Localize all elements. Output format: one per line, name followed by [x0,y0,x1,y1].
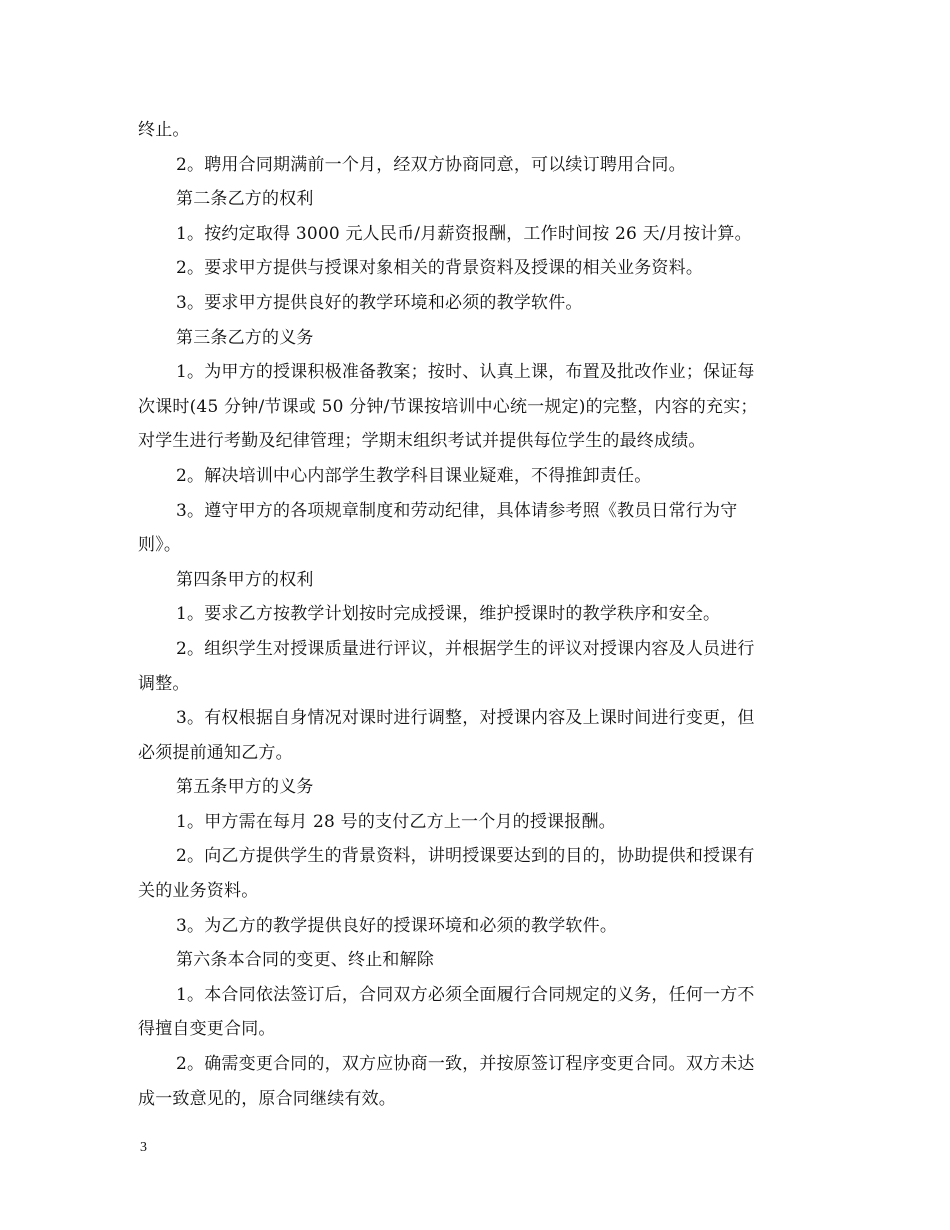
document-line: 则》。 [138,535,182,556]
document-line: 1。本合同依法签订后，合同双方必须全面履行合同规定的义务，任何一方不 [176,984,755,1005]
document-line: 对学生进行考勤及纪律管理；学期末组织考试并提供每位学生的最终成绩。 [138,431,706,452]
document-line: 得擅自变更合同。 [138,1019,276,1040]
document-line: 1。按约定取得 3000 元人民币/月薪资报酬，工作时间按 26 天/月按计算。 [176,223,752,244]
page-number: 3 [140,1140,147,1155]
document-line: 3。要求甲方提供良好的教学环境和必须的教学软件。 [176,292,583,313]
document-line: 3。遵守甲方的各项规章制度和劳动纪律，具体请参考照《教员日常行为守 [176,500,738,521]
document-line: 必须提前通知乙方。 [138,742,293,763]
document-line: 2。向乙方提供学生的背景资料，讲明授课要达到的目的，协助提供和授课有 [176,846,755,867]
document-line: 第四条甲方的权利 [176,569,314,590]
document-line: 第三条乙方的义务 [176,327,314,348]
document-line: 3。为乙方的教学提供良好的授课环境和必须的教学软件。 [176,915,618,936]
document-line: 第五条甲方的义务 [176,777,314,798]
document-line: 2。确需变更合同的，双方应协商一致，并按原签订程序变更合同。双方未达 [176,1054,755,1075]
document-line: 1。要求乙方按教学计划按时完成授课，维护授课时的教学秩序和安全。 [176,604,721,625]
document-line: 2。组织学生对授课质量进行评议，并根据学生的评议对授课内容及人员进行 [176,638,755,659]
document-line: 第二条乙方的权利 [176,189,314,210]
document-line: 成一致意见的，原合同继续有效。 [138,1088,396,1109]
document-line: 2。要求甲方提供与授课对象相关的背景资料及授课的相关业务资料。 [176,258,704,279]
document-line: 调整。 [138,673,190,694]
document-line: 终止。 [138,120,190,140]
document-body [138,113,818,1116]
document-line: 3。有权根据自身情况对课时进行调整，对授课内容及上课时间进行变更，但 [176,708,755,729]
document-line: 第六条本合同的变更、终止和解除 [176,950,434,971]
document-line: 2。聘用合同期满前一个月，经双方协商同意，可以续订聘用合同。 [176,154,686,175]
document-line: 1。为甲方的授课积极准备教案；按时、认真上课，布置及批改作业；保证每 [176,362,755,383]
document-line: 次课时(45 分钟/节课或 50 分钟/节课按培训中心统一规定)的完整，内容的充实； [138,396,758,417]
document-line: 关的业务资料。 [138,881,259,902]
document-line: 2。解决培训中心内部学生教学科目课业疑难，不得推卸责任。 [176,465,652,486]
document-line: 1。甲方需在每月 28 号的支付乙方上一个月的授课报酬。 [176,811,616,832]
